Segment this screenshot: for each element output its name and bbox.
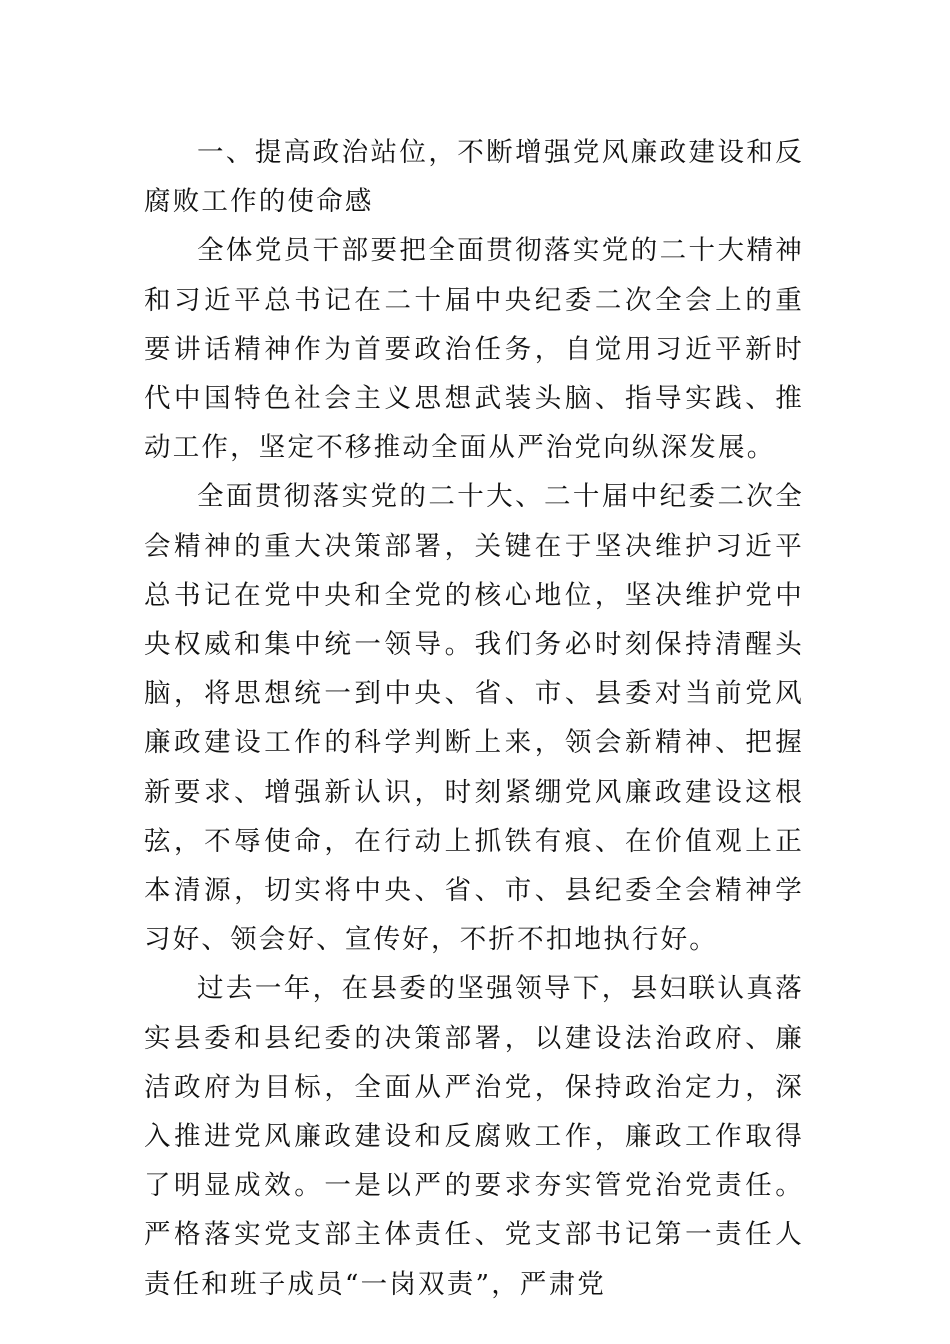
paragraph-2: 全面贯彻落实党的二十大、二十届中纪委二次全会精神的重大决策部署，关键在于坚决维护习近平总书记在党中央和全党的核心地位，坚决维护党中央权威和集中统一领导。我们务必时刻保持清醒头脑，将思想统一到中央、省、市、县委对当前党风廉政建设工作的科学判断上来，领会新精神、把握新要求、增强新认识，时刻紧绷党风廉政建设这根弦，不辱使命，在行动上抓铁有痕、在价值观上正本清源，切实将中央、省、市、县纪委全会精神学习好、领会好、宣传好，不折不扣地执行好。: [144, 481, 804, 956]
document-body: [144, 128, 804, 1309]
paragraph-3: 过去一年，在县委的坚强领导下，县妇联认真落实县委和县纪委的决策部署，以建设法治政府、廉洁政府为目标，全面从严治党，保持政治定力，深入推进党风廉政建设和反腐败工作，廉政工作取得了明显成效。一是以严的要求夯实管党治党责任。严格落实党支部主体责任、党支部书记第一责任人责任和班子成员“一岗双责”，严肃党: [144, 973, 804, 1300]
section-heading: 一、提高政治站位，不断增强党风廉政建设和反腐败工作的使命感: [144, 137, 804, 218]
paragraph-1: 全体党员干部要把全面贯彻落实党的二十大精神和习近平总书记在二十届中央纪委二次全会上的重要讲话精神作为首要政治任务，自觉用习近平新时代中国特色社会主义思想武装头脑、指导实践、推动工作，坚定不移推动全面从严治党向纵深发展。: [144, 235, 804, 464]
